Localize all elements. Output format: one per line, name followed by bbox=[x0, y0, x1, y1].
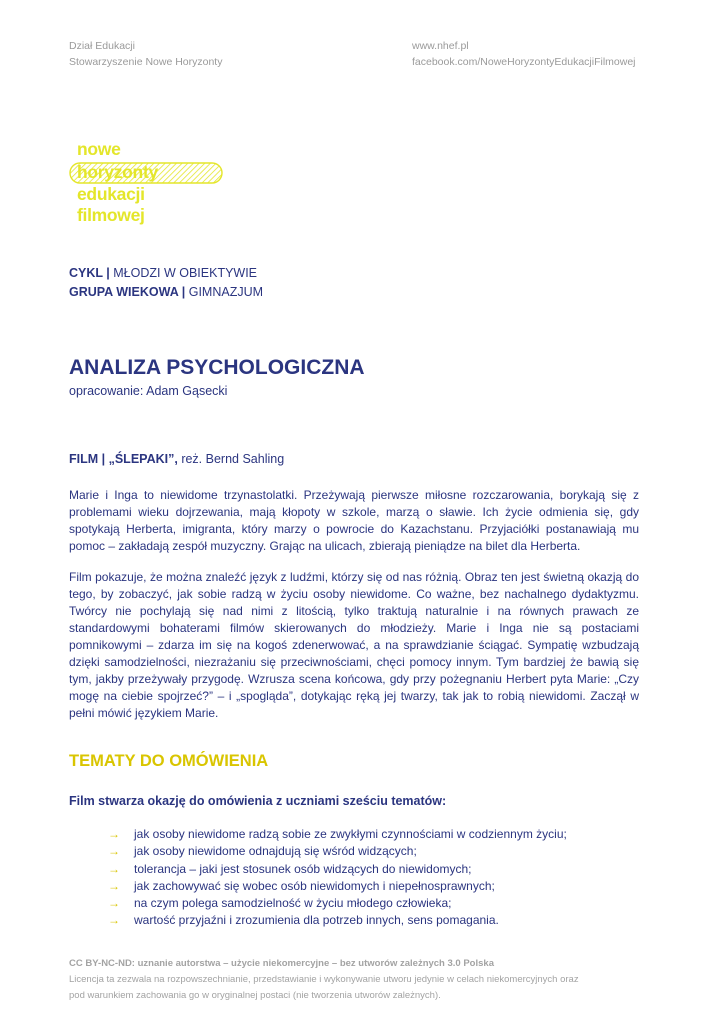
logo-word-edukacji: edukacji bbox=[77, 184, 145, 204]
logo-word-nowe: nowe bbox=[77, 139, 121, 159]
topics-heading: TEMATY DO OMÓWIENIA bbox=[69, 752, 269, 770]
logo bbox=[69, 140, 229, 230]
list-item-text: na czym polega samodzielność w życiu młodego człowieka; bbox=[134, 896, 452, 911]
list-item-text: jak osoby niewidome odnajdują się wśród widzących; bbox=[134, 844, 417, 859]
logo-word-horyzonty: horyzonty bbox=[77, 162, 158, 182]
meta-age-label: GRUPA WIEKOWA | bbox=[69, 285, 186, 299]
film-label: FILM | „ŚLEPAKI”, bbox=[69, 452, 178, 466]
arrow-right-icon: → bbox=[108, 913, 120, 928]
film-line bbox=[69, 452, 284, 466]
topics-lead: Film stwarza okazję do omówienia z uczniami sześciu tematów: bbox=[69, 794, 447, 808]
meta-cycle-value: MŁODZI W OBIEKTYWIE bbox=[113, 266, 258, 280]
arrow-right-icon: → bbox=[108, 844, 120, 859]
synopsis-paragraph: Marie i Inga to niewidome trzynastolatki. Przeżywają pierwsze miłosne rozczarowania, borykają się z problemami wieku dojrzewania, mają kłopoty w szkole, marzą o sławie. Ich życie odmienia się, gdy spotykają Herberta, imigranta, który marzy o powrocie do Kazachstanu. Przyjaciółki postanawiają mu pomoc – zakładają zespół muzyczny. Grając na ulicach, zbierają pieniądze na bilet dla Herberta. bbox=[69, 488, 639, 553]
header-left bbox=[69, 38, 222, 70]
list-item-text: jak zachowywać się wobec osób niewidomych i niepełnosprawnych; bbox=[134, 878, 495, 893]
meta-block bbox=[69, 264, 263, 302]
list-item bbox=[108, 912, 567, 929]
header-facebook-link[interactable]: facebook.com/NoweHoryzontyEdukacjiFilmowej bbox=[412, 56, 636, 68]
meta-age-group bbox=[69, 283, 263, 302]
analysis-paragraph: Film pokazuje, że można znaleźć język z ludźmi, którzy się od nas różnią. Obraz ten jest świetną okazją do tego, by zobaczyć, jak sobie radzą w życiu osoby niewidome. Co ważne, bez nachalnego dydaktyzmu. Twórcy nie pochylają się nad nimi z litością, tylko traktują naturalnie i na równych prawach ze standardowymi bohaterami filmów skierowanych do młodzieży. Marie i Inga nie są postaciami pomnikowymi – zdarza im się na kogoś zdenerwować, a na sprawdzianie ściągać. Sympatię wzbudzają dzięki samodzielności, niezrażaniu się przeciwnościami, chęci pomocy innym. Tym bardziej że bawią się tym, jakby przeżywały przygodę. Wzrusza scena końcowa, gdy przy pożegnaniu Herbert pyta Marie: „Czy mogę na ciebie spojrzeć?” – i „spogląda”, dotykając ręką jej twarzy, tak jak to robią niewidomi. Zaczął w pełni mówić językiem Marie. bbox=[69, 570, 639, 720]
topics-list bbox=[108, 826, 567, 930]
license-text-line1: Licencja ta zezwala na rozpowszechnianie, przedstawianie i wykonywanie utworu jedynie w celach niekomercyjnych oraz bbox=[69, 974, 579, 985]
meta-cycle-label: CYKL | bbox=[69, 266, 110, 280]
header-right bbox=[412, 38, 636, 70]
arrow-right-icon: → bbox=[108, 896, 120, 911]
meta-age-value: GIMNAZJUM bbox=[188, 285, 264, 299]
license-text-line2: pod warunkiem zachowania go w oryginalnej postaci (nie tworzenia utworów zależnych). bbox=[69, 990, 441, 1001]
license-title bbox=[69, 956, 579, 972]
logo-word-filmowej: filmowej bbox=[77, 205, 145, 225]
arrow-right-icon: → bbox=[108, 861, 120, 876]
arrow-right-icon: → bbox=[108, 827, 120, 841]
page-title: ANALIZA PSYCHOLOGICZNA bbox=[69, 356, 365, 379]
list-item bbox=[108, 861, 567, 878]
list-item-text: jak osoby niewidome radzą sobie ze zwykłymi czynnościami w codziennym życiu; bbox=[134, 827, 567, 841]
list-item bbox=[108, 895, 567, 912]
author-line: opracowanie: Adam Gąsecki bbox=[69, 384, 228, 398]
list-item bbox=[108, 878, 567, 895]
arrow-right-icon: → bbox=[108, 878, 120, 893]
meta-cycle bbox=[69, 264, 263, 283]
list-item bbox=[108, 843, 567, 860]
header-organization: Stowarzyszenie Nowe Horyzonty bbox=[69, 56, 223, 68]
license-title-text: CC BY-NC-ND: uznanie autorstwa – użycie niekomercyjne – bez utworów zależnych 3.0 Polska bbox=[69, 958, 494, 969]
header-department: Dział Edukacji bbox=[69, 40, 135, 52]
header-website-link[interactable]: www.nhef.pl bbox=[412, 40, 469, 52]
list-item bbox=[108, 826, 567, 843]
list-item-text: wartość przyjaźni i zrozumienia dla potrzeb innych, sens pomagania. bbox=[134, 913, 499, 928]
license-footer bbox=[69, 956, 579, 1004]
list-item-text: tolerancja – jaki jest stosunek osób widzących do niewidomych; bbox=[134, 861, 472, 876]
film-director: reż. Bernd Sahling bbox=[181, 452, 285, 466]
